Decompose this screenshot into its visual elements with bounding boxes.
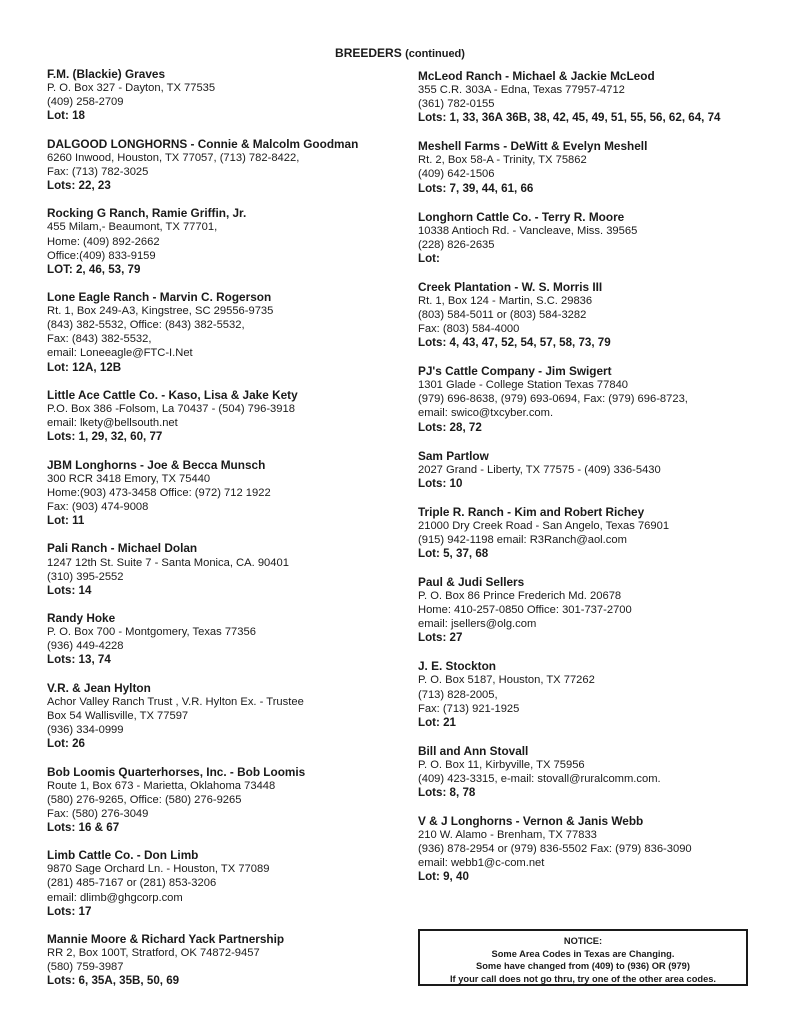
breeder-lots: Lot: [418, 251, 440, 265]
breeder-contact-line: P.O. Box 386 -Folsom, La 70437 - (504) 796-3918 [47, 403, 295, 416]
breeder-lots: Lots: 17 [47, 904, 92, 918]
breeder-entry [47, 848, 402, 918]
breeder-entry [418, 744, 763, 800]
breeder-contact-line: Fax: (713) 921-1925 [418, 702, 520, 715]
breeder-name: Bob Loomis Quarterhorses, Inc. - Bob Loomis [47, 764, 306, 779]
breeder-name: McLeod Ranch - Michael & Jackie McLeod [418, 69, 655, 83]
breeder-entry [47, 541, 402, 597]
breeder-contact-line: Home: 410-257-0850 Office: 301-737-2700 [418, 604, 632, 617]
breeder-name: Creek Plantation - W. S. Morris III [418, 279, 603, 294]
breeder-contact-line: email: webb1@c-com.net [418, 857, 545, 870]
breeder-entry [418, 814, 763, 884]
breeder-contact-line: 455 Milam,- Beaumont, TX 77701, [47, 221, 218, 234]
notice-box [418, 929, 748, 986]
breeder-lots: Lots: 4, 43, 47, 52, 54, 57, 58, 73, 79 [418, 336, 611, 350]
breeder-lots: Lots: 7, 39, 44, 61, 66 [418, 181, 534, 195]
breeder-contact-line: email: dlimb@ghgcorp.com [47, 891, 183, 904]
breeder-lots: Lot: 26 [47, 737, 86, 751]
breeder-name: Rocking G Ranch, Ramie Griffin, Jr. [47, 206, 247, 221]
breeder-entry [418, 364, 763, 434]
breeder-entry [47, 290, 402, 375]
breeder-name: Randy Hoke [47, 611, 116, 626]
breeder-contact-line: (409) 423-3315, e-mail: stovall@ruralcomm.com. [418, 772, 661, 785]
breeder-lots: Lots: 1, 29, 32, 60, 77 [47, 430, 163, 444]
breeder-name: F.M. (Blackie) Graves [47, 67, 166, 81]
breeder-name: Lone Eagle Ranch - Marvin C. Rogerson [47, 290, 272, 305]
breeder-contact-line: (228) 826-2635 [418, 238, 495, 251]
breeder-contact-line: P. O. Box 5187, Houston, TX 77262 [418, 674, 595, 687]
breeder-name: DALGOOD LONGHORNS - Connie & Malcolm Goodman [47, 136, 359, 151]
page-title-main: BREEDERS [335, 46, 402, 60]
breeder-lots: Lots: 13, 74 [47, 653, 111, 667]
breeder-entry [47, 458, 402, 528]
breeder-contact-line: (936) 334-0999 [47, 724, 124, 737]
breeder-entry [418, 210, 763, 266]
breeder-contact-line: Rt. 1, Box 124 - Martin, S.C. 29836 [418, 294, 593, 307]
breeder-entry [418, 575, 763, 645]
breeder-contact-line: 300 RCR 3418 Emory, TX 75440 [47, 472, 211, 485]
breeder-contact-line: Home: (409) 892-2662 [47, 235, 160, 248]
breeder-contact-line: P. O. Box 700 - Montgomery, Texas 77356 [47, 626, 256, 639]
notice-line: Some have changed from (409) to (936) OR (979) [476, 961, 690, 972]
breeder-lots: Lot: 18 [47, 109, 86, 123]
breeder-contact-line: Home:(903) 473-3458 Office: (972) 712 1922 [47, 486, 271, 499]
breeder-contact-line: 6260 Inwood, Houston, TX 77057, (713) 782-8422, [47, 151, 300, 164]
breeder-entry [47, 388, 402, 444]
breeder-entry [418, 69, 763, 125]
breeder-lots: Lot: 9, 40 [418, 870, 469, 884]
breeder-name: Bill and Ann Stovall [418, 743, 529, 758]
breeder-contact-line: (361) 782-0155 [418, 98, 495, 111]
breeder-lots: Lot: 11 [47, 514, 85, 528]
notice-line: If your call does not go thru, try one of the other area codes. [449, 973, 717, 984]
breeder-contact-line: (580) 276-9265, Office: (580) 276-9265 [47, 793, 242, 806]
breeder-contact-line: Fax: (903) 474-9008 [47, 500, 149, 513]
breeder-lots: Lots: 28, 72 [418, 420, 482, 434]
breeder-entry [47, 67, 402, 123]
breeder-contact-line: (936) 878-2954 or (979) 836-5502 Fax: (979) 836-3090 [418, 843, 692, 856]
breeder-contact-line: (979) 696-8638, (979) 693-0694, Fax: (979) 696-8723, [418, 393, 688, 406]
breeder-name: J. E. Stockton [418, 659, 497, 674]
breeder-lots: Lots: 14 [47, 583, 92, 597]
breeder-lots: Lot: 5, 37, 68 [418, 546, 489, 560]
breeder-entry [418, 280, 763, 350]
breeder-name: Triple R. Ranch - Kim and Robert Richey [418, 504, 645, 519]
breeder-contact-line: Fax: (803) 584-4000 [418, 323, 520, 336]
breeder-name: Mannie Moore & Richard Yack Partnership [47, 932, 285, 947]
breeder-entry [47, 206, 402, 276]
breeder-lots: Lots: 27 [418, 631, 463, 645]
breeder-name: Longhorn Cattle Co. - Terry R. Moore [418, 209, 625, 224]
breeder-entry [418, 505, 763, 561]
breeder-contact-line: 1247 12th St. Suite 7 - Santa Monica, CA. 90401 [47, 556, 289, 569]
breeder-contact-line: email: lkety@bellsouth.net [47, 417, 178, 430]
breeder-entry [418, 659, 763, 729]
breeder-contact-line: Box 54 Wallisville, TX 77597 [47, 709, 189, 722]
breeder-contact-line: 10338 Antioch Rd. - Vancleave, Miss. 39565 [418, 224, 638, 237]
breeder-lots: Lots: 22, 23 [47, 178, 111, 192]
breeder-contact-line: 21000 Dry Creek Road - San Angelo, Texas 76901 [418, 519, 670, 532]
breeder-contact-line: Rt. 2, Box 58-A - Trinity, TX 75862 [418, 154, 587, 167]
breeder-contact-line: email: jsellers@olg.com [418, 618, 537, 631]
breeder-contact-line: (915) 942-1198 email: R3Ranch@aol.com [418, 533, 627, 546]
breeder-lots: Lots: 6, 35A, 35B, 50, 69 [47, 974, 180, 988]
left-column [47, 67, 402, 1002]
breeder-contact-line: Fax: (843) 382-5532, [47, 333, 152, 346]
breeder-contact-line: 1301 Glade - College Station Texas 77840 [418, 379, 629, 392]
breeder-contact-line: Office:(409) 833-9159 [47, 249, 156, 262]
breeder-contact-line: Rt. 1, Box 249-A3, Kingstree, SC 29556-9735 [47, 305, 274, 318]
breeder-contact-line: 2027 Grand - Liberty, TX 77575 - (409) 336-5430 [418, 463, 661, 476]
breeder-entry [47, 611, 402, 667]
breeder-name: Paul & Judi Sellers [418, 574, 525, 589]
page-title-continued: (continued) [405, 48, 465, 60]
right-column [418, 69, 763, 898]
breeder-contact-line: email: swico@txcyber.com. [418, 407, 554, 420]
breeder-contact-line: P. O. Box 86 Prince Frederich Md. 20678 [418, 590, 622, 603]
breeder-lots: Lot: 21 [418, 715, 457, 729]
breeder-contact-line: (409) 642-1506 [418, 168, 495, 181]
breeder-contact-line: P. O. Box 327 - Dayton, TX 77535 [47, 82, 216, 95]
breeder-lots: LOT: 2, 46, 53, 79 [47, 262, 141, 276]
breeder-contact-line: (803) 584-5011 or (803) 584-3282 [418, 308, 587, 321]
breeder-contact-line: (310) 395-2552 [47, 570, 124, 583]
breeder-contact-line: RR 2, Box 100T, Stratford, OK 74872-9457 [47, 947, 260, 960]
breeder-lots: Lot: 12A, 12B [47, 360, 122, 374]
breeder-name: JBM Longhorns - Joe & Becca Munsch [47, 457, 266, 472]
breeder-contact-line: (843) 382-5532, Office: (843) 382-5532, [47, 319, 245, 332]
breeder-contact-line: email: Loneeagle@FTC-I.Net [47, 347, 193, 360]
breeder-contact-line: Route 1, Box 673 - Marietta, Oklahoma 73448 [47, 779, 276, 792]
breeder-lots: Lots: 1, 33, 36A 36B, 38, 42, 45, 49, 51, 55, 56, 62, 64, 74 [418, 111, 721, 125]
breeder-contact-line: (713) 828-2005, [418, 688, 498, 701]
breeder-name: Meshell Farms - DeWitt & Evelyn Meshell [418, 139, 648, 154]
breeder-entry [47, 765, 402, 835]
breeder-contact-line: 355 C.R. 303A - Edna, Texas 77957-4712 [418, 84, 625, 97]
breeder-name: Little Ace Cattle Co. - Kaso, Lisa & Jake Kety [47, 387, 298, 402]
breeder-name: V.R. & Jean Hylton [47, 680, 151, 695]
breeder-contact-line: (580) 759-3987 [47, 961, 124, 974]
breeder-lots: Lots: 10 [418, 476, 463, 490]
breeder-name: Sam Partlow [418, 448, 489, 463]
breeder-name: Pali Ranch - Michael Dolan [47, 541, 198, 556]
breeder-contact-line: Fax: (713) 782-3025 [47, 165, 149, 178]
breeder-contact-line: Achor Valley Ranch Trust , V.R. Hylton Ex. - Trustee [47, 695, 304, 708]
breeder-contact-line: (409) 258-2709 [47, 96, 124, 109]
breeder-entry [418, 139, 763, 195]
breeder-lots: Lots: 8, 78 [418, 785, 476, 799]
breeder-entry [47, 137, 402, 193]
breeder-name: V & J Longhorns - Vernon & Janis Webb [418, 813, 644, 828]
breeder-entry [47, 932, 402, 988]
notice-line: Some Area Codes in Texas are Changing. [491, 948, 675, 959]
breeder-entry [418, 449, 763, 491]
breeder-contact-line: (936) 449-4228 [47, 640, 124, 653]
page-title [0, 46, 800, 60]
breeder-contact-line: Fax: (580) 276-3049 [47, 807, 149, 820]
breeder-contact-line: P. O. Box 11, Kirbyville, TX 75956 [418, 758, 585, 771]
breeder-contact-line: 210 W. Alamo - Brenham, TX 77833 [418, 829, 597, 842]
breeder-entry [47, 681, 402, 751]
breeder-name: Limb Cattle Co. - Don Limb [47, 848, 199, 863]
breeder-contact-line: (281) 485-7167 or (281) 853-3206 [47, 877, 217, 890]
breeder-name: PJ's Cattle Company - Jim Swigert [418, 364, 612, 379]
breeder-lots: Lots: 16 & 67 [47, 820, 120, 834]
notice-title: NOTICE: [563, 936, 603, 946]
breeder-contact-line: 9870 Sage Orchard Ln. - Houston, TX 77089 [47, 863, 270, 876]
